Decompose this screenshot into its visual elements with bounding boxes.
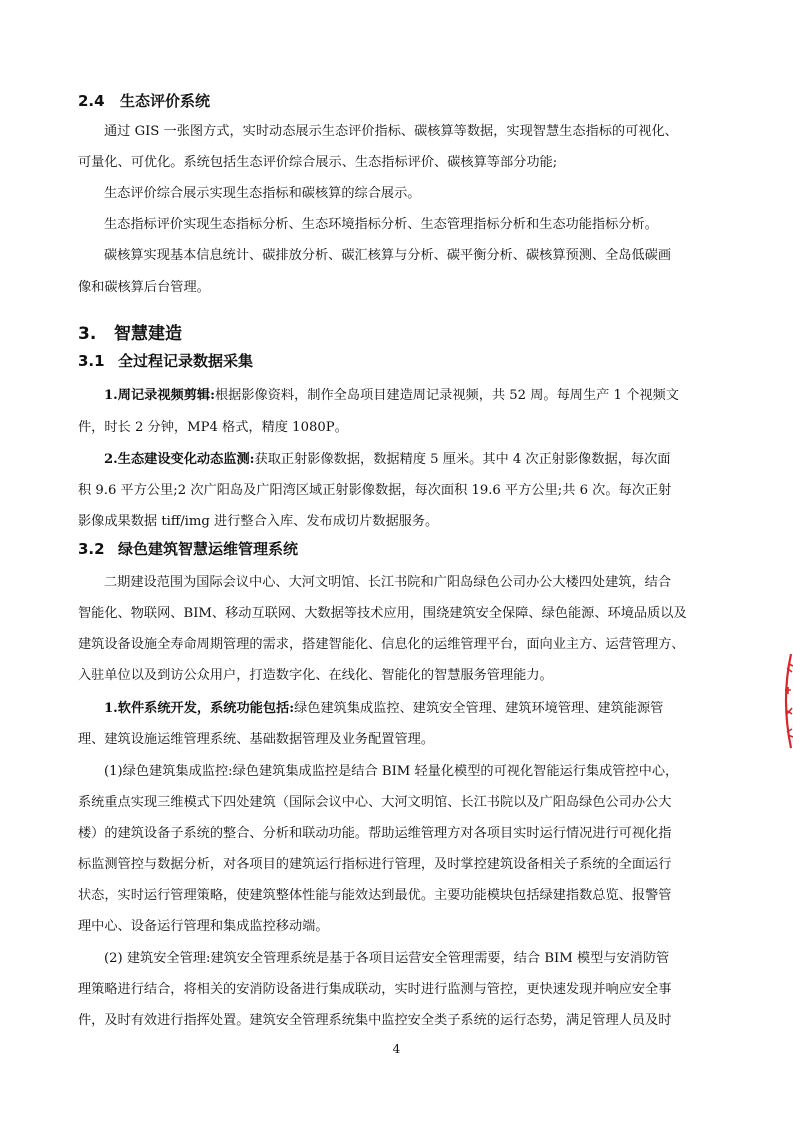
paragraph-line: 件，及时有效进行指挥处置。建筑安全管理系统集中监控安全类子系统的运行态势，满足管理人员及时 (78, 1013, 672, 1028)
paragraph-line: 影像成果数据 tiff/img 进行整合入库、发布成切片数据服务。 (78, 514, 439, 529)
section-title: 智慧建造 (114, 324, 182, 344)
paragraph-line: 积 9.6 平方公里;2 次广阳岛及广阳湾区域正射影像数据，每次面积 19.6 平方公里;共 6 次。每次正射 (78, 483, 672, 498)
paragraph-line (104, 388, 679, 404)
item-label: 1.周记录视频剪辑: (104, 388, 215, 403)
section-title: 生态评价系统 (120, 92, 211, 110)
paragraph-line: 碳核算实现基本信息统计、碳排放分析、碳汇核算与分析、碳平衡分析、碳核算预测、全岛低碳画 (104, 248, 672, 263)
paragraph-line (104, 701, 663, 717)
item-label: 2.生态建设变化动态监测: (104, 452, 255, 467)
section-number: 3.1 (78, 352, 105, 370)
paragraph-line: 生态指标评价实现生态指标分析、生态环境指标分析、生态管理指标分析和生态功能指标分析。 (104, 217, 658, 232)
paragraph-line: (1)绿色建筑集成监控:绿色建筑集成监控是结合 BIM 轻量化模型的可视化智能运行集成管控中心， (104, 764, 679, 779)
section-title: 绿色建筑智慧运维管理系统 (118, 540, 299, 558)
paragraph-line: 可量化、可优化。系统包括生态评价综合展示、生态指标评价、碳核算等部分功能; (78, 155, 558, 170)
paragraph-line: 入驻单位以及到访公众用户，打造数字化、在线化、智能化的智慧服务管理能力。 (78, 668, 553, 683)
section-number: 2.4 (78, 92, 105, 110)
paragraph-line: 智能化、物联网、BIM、移动互联网、大数据等技术应用，围绕建筑安全保障、绿色能源、环境品质以及 (78, 606, 687, 621)
paragraph-line: 生态评价综合展示实现生态指标和碳核算的综合展示。 (104, 186, 421, 201)
item-label: 1.软件系统开发，系统功能包括: (104, 701, 295, 716)
item-text: 获取正射影像数据，数据精度 5 厘米。其中 4 次正射影像数据，每次面 (254, 452, 671, 467)
section-heading-3-2 (78, 538, 298, 559)
paragraph-line: 理中心、设备运行管理和集成监控移动端。 (78, 919, 329, 934)
section-heading-3-1 (78, 350, 253, 371)
paragraph-line (104, 452, 671, 468)
paragraph-line: 系统重点实现三维模式下四处建筑（国际会议中心、大河文明馆、长江书院以及广阳岛绿色公司办公大 (78, 795, 672, 810)
section-number: 3. (78, 324, 97, 344)
paragraph-line: 件，时长 2 分钟，MP4 格式，精度 1080P。 (78, 420, 348, 435)
section-heading-3 (78, 319, 182, 344)
section-title: 全过程记录数据采集 (118, 352, 254, 370)
red-seal-stamp (779, 650, 793, 752)
paragraph-line: 状态，实时运行管理策略，使建筑整体性能与能效达到最优。主要功能模块包括绿建指数总览、报警管 (78, 888, 672, 903)
item-text: 根据影像资料，制作全岛项目建造周记录视频，共 52 周。每周生产 1 个视频文 (214, 388, 679, 403)
paragraph-line: 建筑设备设施全寿命周期管理的需求，搭建智能化、信息化的运维管理平台，面向业主方、运营管理方、 (78, 637, 685, 652)
section-number: 3.2 (78, 540, 105, 558)
paragraph-line: 理策略进行结合，将相关的安消防设备进行集成联动，实时进行监测与管控，更快速发现并响应安全事 (78, 982, 672, 997)
paragraph-line: 二期建设范围为国际会议中心、大河文明馆、长江书院和广阳岛绿色公司办公大楼四处建筑，结合 (104, 575, 672, 590)
item-text: 绿色建筑集成监控、建筑安全管理、建筑环境管理、建筑能源管 (294, 701, 664, 716)
section-heading-2-4 (78, 90, 210, 111)
page-number: 4 (392, 1042, 401, 1056)
paragraph-line: 楼）的建筑设备子系统的整合、分析和联动功能。帮助运维管理方对各项目实时运行情况进行可视化指 (78, 826, 672, 841)
paragraph-line: 理、建筑设施运维管理系统、基础数据管理及业务配置管理。 (78, 732, 435, 747)
paragraph-line: (2) 建筑安全管理:建筑安全管理系统是基于各项目运营安全管理需要，结合 BIM 模型与安消防管 (104, 951, 670, 966)
paragraph-line: 标监测管控与数据分析，对各项目的建筑运行指标进行管理，及时掌控建筑设备相关子系统的全面运行 (78, 857, 672, 872)
paragraph-line: 通过 GIS 一张图方式，实时动态展示生态评价指标、碳核算等数据，实现智慧生态指标的可视化、 (104, 124, 678, 139)
paragraph-line: 像和碳核算后台管理。 (78, 280, 210, 295)
